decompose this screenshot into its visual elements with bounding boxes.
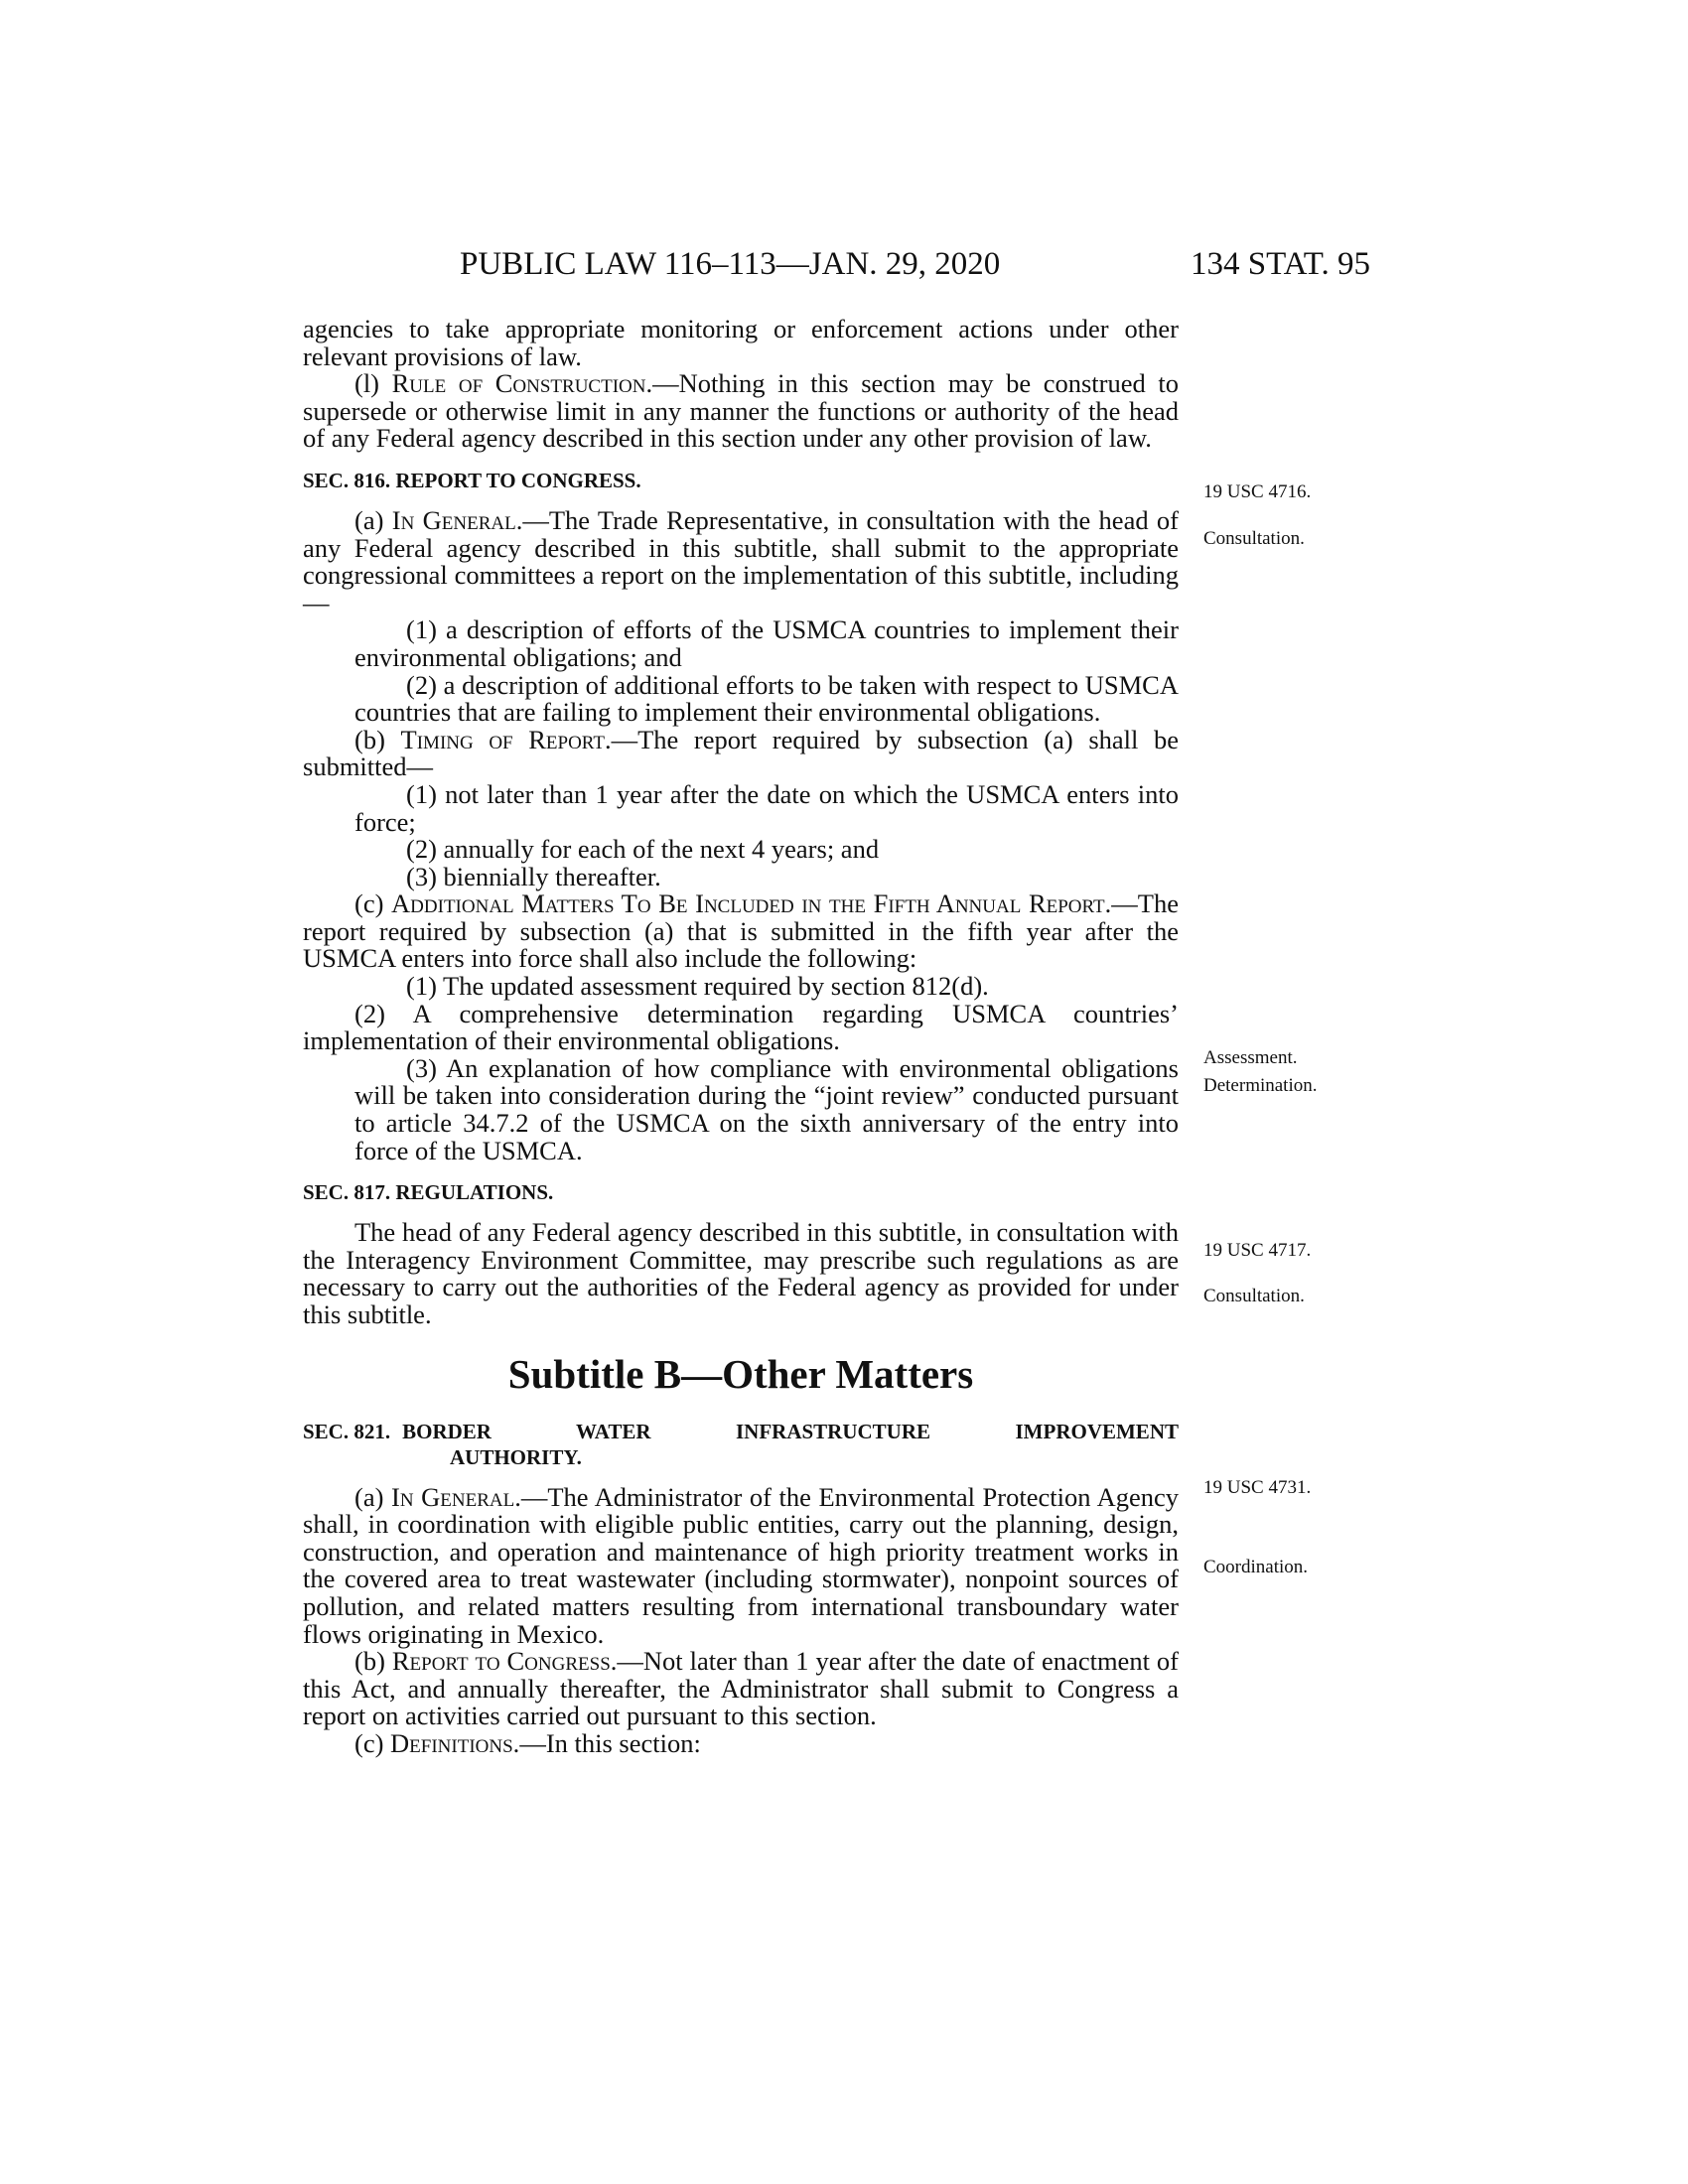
subsection-text: —The Administrator of the Environmental Protection Agency shall, in coordination with eligible public entities, carry out the planning, design, construction, and operation and maintenance of high priority treatment works in the covered area to treat wastewater (including stormwater), nonpoint sources of pollution, and related matters resulting from international transboundary water flows originating in Mexico. [303, 1481, 1179, 1649]
margin-note-sec821-usc: 19 USC 4731. [1203, 1477, 1312, 1498]
sec-821-c [303, 1727, 1179, 1758]
subsection-text: —The report required by subsection (a) shall be submitted— [303, 724, 1180, 782]
sec-821-b [303, 1648, 1179, 1730]
subsection-text: —Not later than 1 year after the date of enactment of this Act, and annually thereafter, the Administrator shall submit to Congress a report on activities carried out pursuant to this section. [303, 1646, 1179, 1731]
sec-821-heading-line2: AUTHORITY. [450, 1444, 582, 1469]
subsection-heading: In General. [391, 1481, 521, 1512]
continuation-paragraph: agencies to take appropriate monitoring or enforcement actions under other relevant provisions of law. [303, 314, 1179, 371]
subsection-heading: Report to Congress. [391, 1646, 618, 1677]
subsection-heading: Rule of Construction. [391, 368, 653, 399]
subsection-label: (l) [354, 368, 392, 399]
sec-821-label: SEC. 821. [303, 1419, 391, 1443]
sec-816-c-2: (2) A comprehensive determination regarding USMCA countries’ implementation of their environmental obligations. [303, 998, 1179, 1056]
margin-note-sec817-usc: 19 USC 4717. [1203, 1240, 1312, 1261]
sec-816-b-1: (1) not later than 1 year after the date on which the USMCA enters into force; [354, 778, 1179, 837]
subsection-label: (c) [354, 888, 392, 919]
margin-note-coordination: Coordination. [1203, 1557, 1309, 1577]
subsection-label: (b) [354, 724, 401, 754]
margin-note-determination: Determination. [1203, 1075, 1318, 1096]
subsection-text: —In this section: [519, 1727, 701, 1758]
margin-note-assessment: Assessment. [1203, 1047, 1298, 1068]
sec-821-a [303, 1481, 1179, 1649]
sec-816-b-3: (3) biennially thereafter. [406, 861, 661, 891]
margin-note-sec816-consultation: Consultation. [1203, 528, 1305, 549]
subsection-label: (a) [354, 1481, 391, 1512]
stat-page-number: 134 STAT. 95 [1190, 246, 1370, 282]
sec-817-text: The head of any Federal agency described in this subtitle, in consultation with the Interagency Environment Committee, may prescribe such regulations as are necessary to carry out the authorities of the Federal agency as provided for under this subtitle. [303, 1217, 1179, 1329]
public-law-title: PUBLIC LAW 116–113—JAN. 29, 2020 [460, 246, 1001, 282]
subsection-heading: Timing of Report. [400, 724, 612, 754]
margin-note-sec816-usc: 19 USC 4716. [1203, 481, 1312, 502]
subsection-heading: Additional Matters To Be Included in the Fifth Annual Report. [391, 888, 1112, 919]
sec-816-c-1: (1) The updated assessment required by section 812(d). [406, 971, 989, 1002]
sec-816-heading: SEC. 816. REPORT TO CONGRESS. [303, 468, 641, 492]
document-body [303, 316, 1179, 1758]
sec-816-b-2: (2) annually for each of the next 4 years; and [406, 834, 880, 865]
subsection-label: (c) [354, 1727, 391, 1758]
sec-821-heading-line1: BORDER WATER INFRASTRUCTURE IMPROVEMENT [402, 1419, 1179, 1443]
sec-816-c [303, 890, 1179, 973]
subsection-text: —The Trade Representative, in consultation with the head of any Federal agency described in this subtitle, shall submit to the appropriate congressional committees a report on the implementation of this subtitle, including— [303, 504, 1179, 617]
subsection-l [303, 370, 1179, 453]
subsection-text: —Nothing in this section may be construed to supersede or otherwise limit in any manner the functions or authority of the head of any Federal agency described in this section under any other provision of law. [303, 368, 1179, 454]
subtitle-b-heading: Subtitle B—Other Matters [507, 1350, 974, 1397]
subsection-heading: In General. [391, 504, 523, 535]
sec-816-c-3: (3) An explanation of how compliance with environmental obligations will be taken into consideration during the “joint review” conducted pursuant to article 34.7.2 of the USMCA on the sixth anniversary of the entry into force of the USMCA. [354, 1052, 1179, 1165]
sec-817-heading: SEC. 817. REGULATIONS. [303, 1180, 554, 1205]
running-head [303, 246, 1370, 286]
subsection-label: (b) [354, 1646, 392, 1677]
sec-821-heading [303, 1419, 1179, 1444]
sec-816-a-1: (1) a description of efforts of the USMCA countries to implement their environmental obligations; and [354, 614, 1179, 672]
sec-816-b [303, 724, 1180, 782]
sec-816-a [303, 504, 1179, 617]
subsection-label: (a) [354, 504, 392, 535]
margin-note-sec817-consultation: Consultation. [1203, 1286, 1305, 1306]
sec-816-a-2: (2) a description of additional efforts to be taken with respect to USMCA countries that are failing to implement their environmental obligations. [354, 669, 1179, 728]
subsection-text: —The report required by subsection (a) that is submitted in the fifth year after the USMCA enters into force shall also include the following: [303, 888, 1179, 974]
subsection-heading: Definitions. [390, 1727, 520, 1758]
